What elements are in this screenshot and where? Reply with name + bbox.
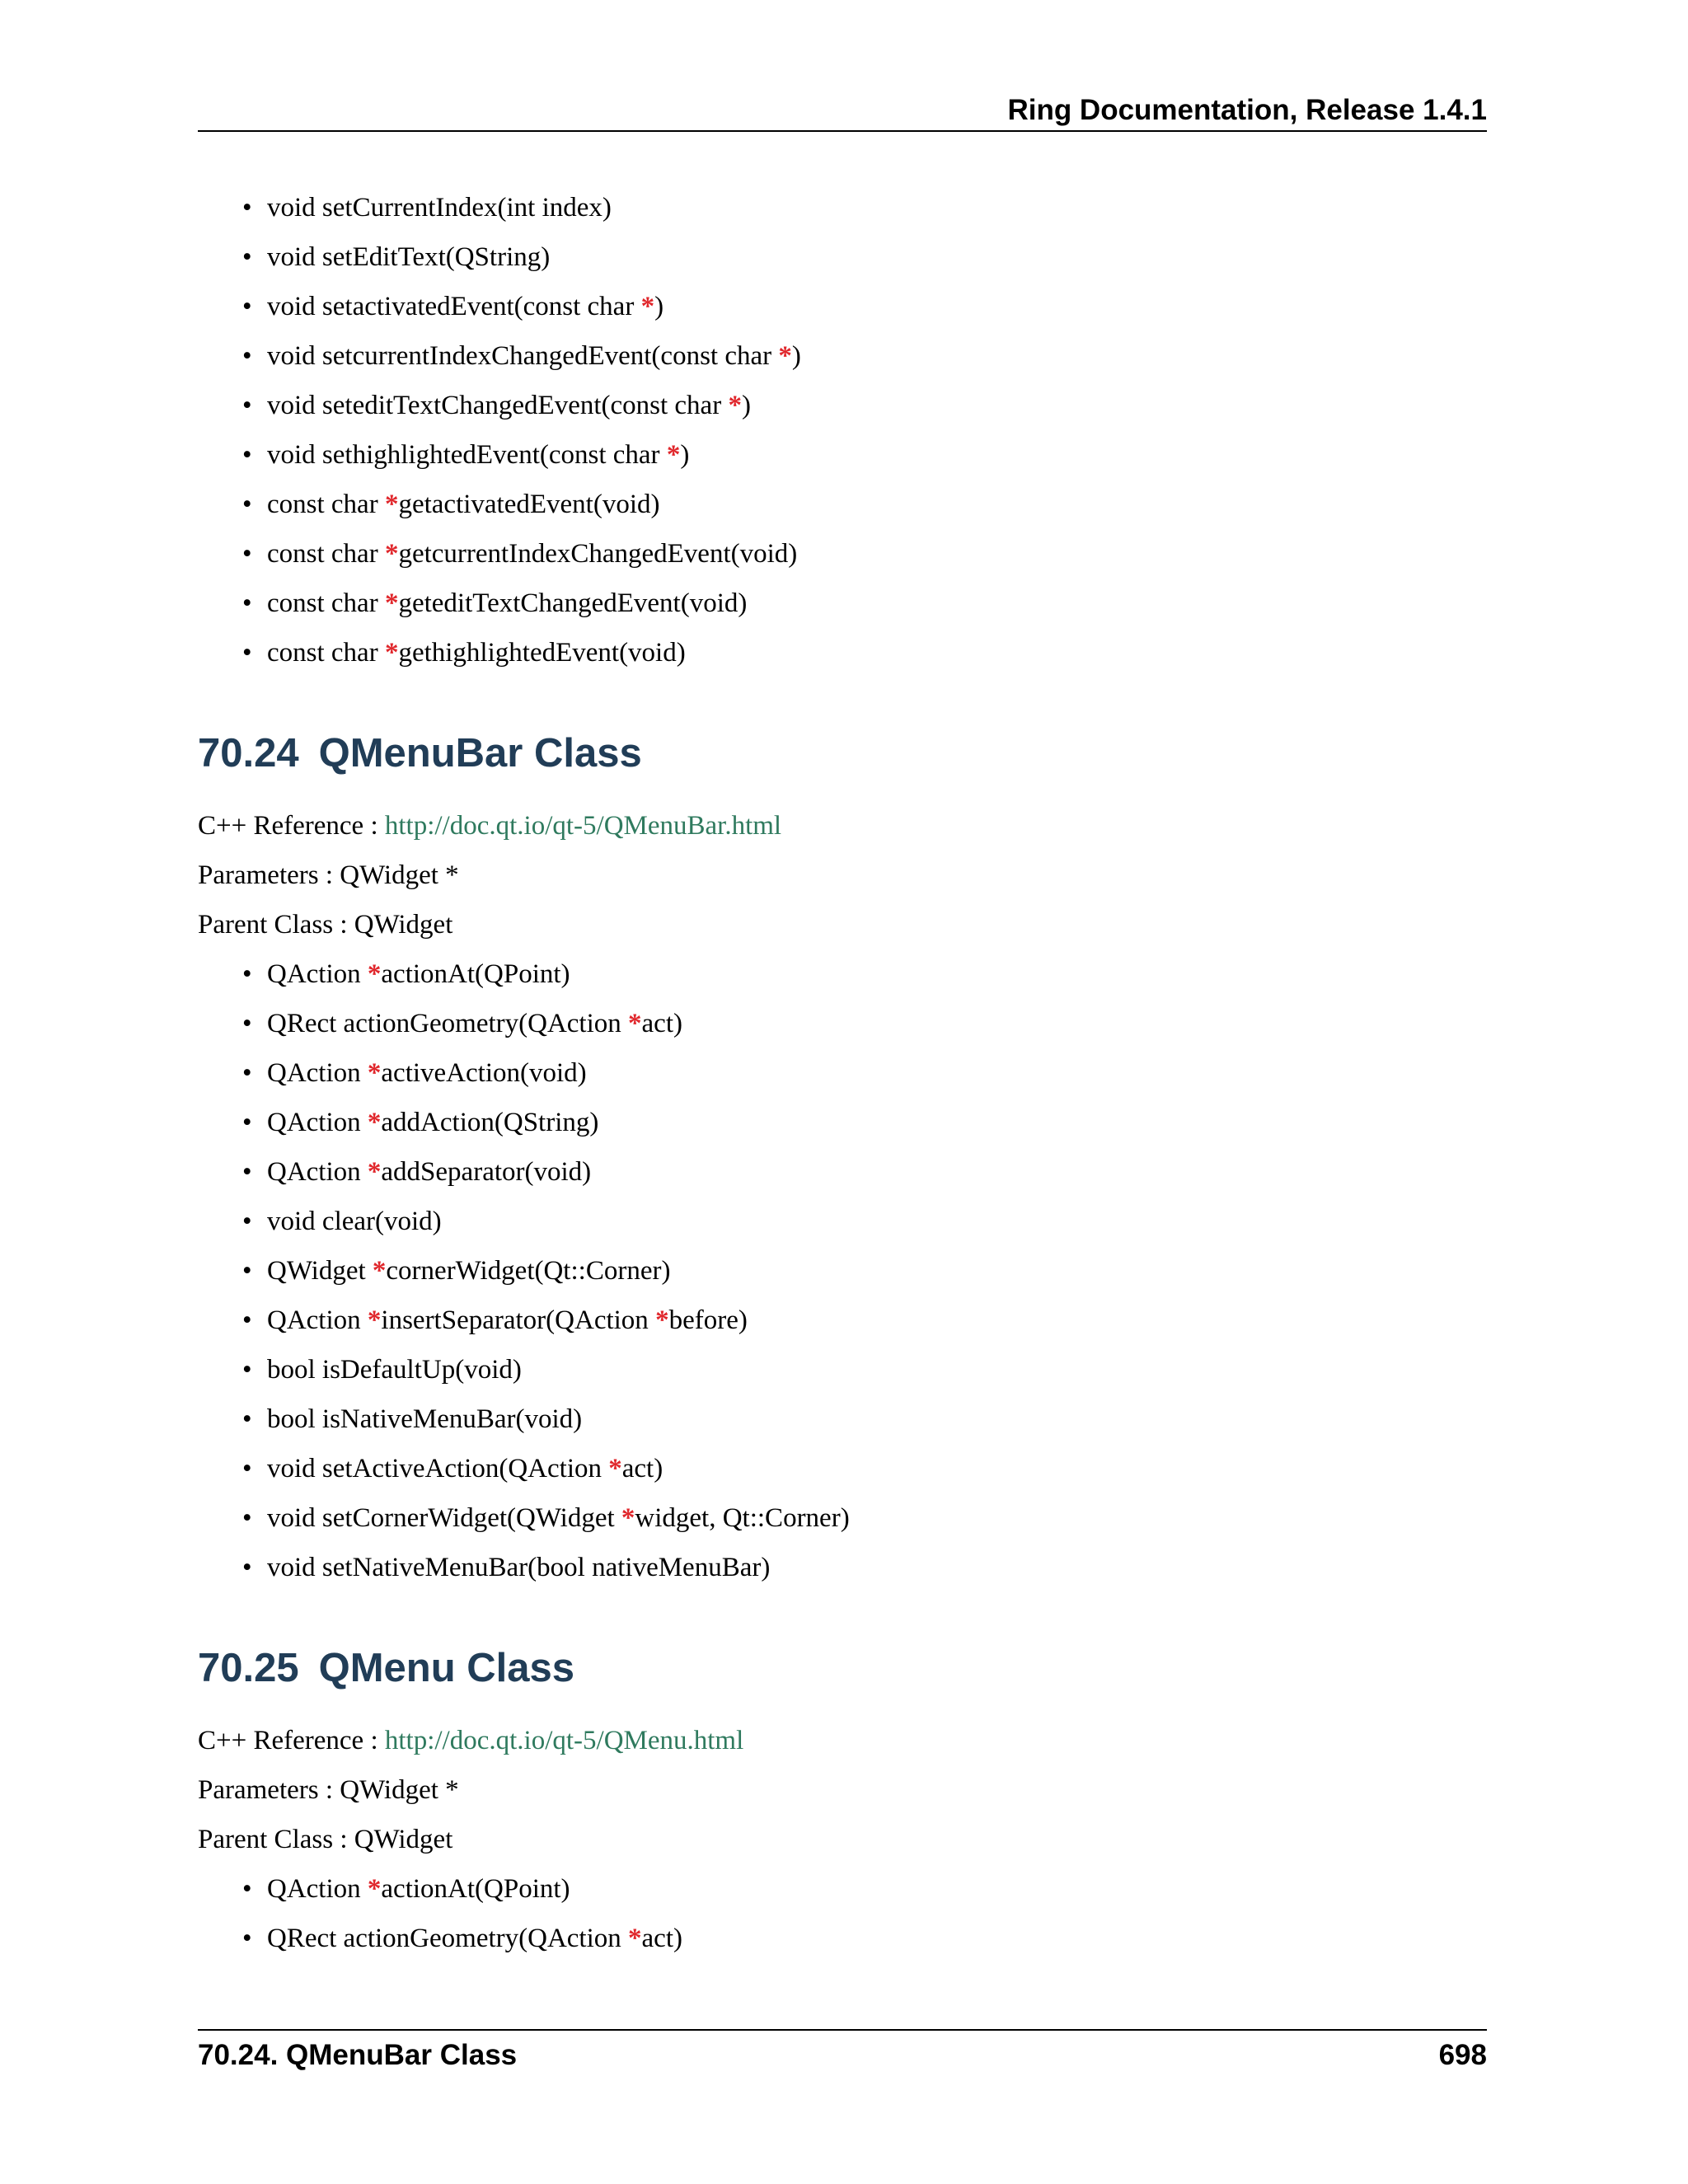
list-item: • QWidget *cornerWidget(Qt::Corner) bbox=[242, 1254, 1487, 1287]
list-item: • const char *getactivatedEvent(void) bbox=[242, 488, 1487, 521]
page-header bbox=[198, 91, 1487, 132]
list-item: • QAction *addAction(QString) bbox=[242, 1106, 1487, 1139]
list-item: • void setCornerWidget(QWidget *widget, Qt::Corner) bbox=[242, 1502, 1487, 1535]
parameters-line: Parameters : QWidget * bbox=[198, 1775, 459, 1805]
method-list-qmenubar bbox=[198, 958, 1487, 1584]
list-item: • void setcurrentIndexChangedEvent(const char *) bbox=[242, 340, 1487, 373]
page-content bbox=[198, 191, 1487, 1971]
cpp-reference-link[interactable]: http://doc.qt.io/qt-5/QMenu.html bbox=[384, 1726, 744, 1755]
list-item: • QAction *insertSeparator(QAction *before) bbox=[242, 1304, 1487, 1337]
parameters-line: Parameters : QWidget * bbox=[198, 860, 459, 890]
list-item: • void setActiveAction(QAction *act) bbox=[242, 1452, 1487, 1485]
list-item: • QAction *actionAt(QPoint) bbox=[242, 958, 1487, 991]
list-item: • void seteditTextChangedEvent(const char *) bbox=[242, 389, 1487, 422]
list-item: • const char *geteditTextChangedEvent(void) bbox=[242, 587, 1487, 620]
footer-section-title: 70.24. QMenuBar Class bbox=[198, 2039, 518, 2071]
parent-class-line: Parent Class : QWidget bbox=[198, 1825, 453, 1854]
cpp-reference-link[interactable]: http://doc.qt.io/qt-5/QMenuBar.html bbox=[384, 811, 782, 841]
list-item: • const char *getcurrentIndexChangedEvent(void) bbox=[242, 537, 1487, 570]
list-item: • const char *gethighlightedEvent(void) bbox=[242, 636, 1487, 669]
parent-class-line: Parent Class : QWidget bbox=[198, 910, 453, 940]
section-title-qmenu: 70.25 QMenu Class bbox=[198, 1646, 575, 1690]
header-title: Ring Documentation, Release 1.4.1 bbox=[1007, 94, 1487, 126]
method-list-qmenu bbox=[198, 1872, 1487, 1955]
list-item: • QRect actionGeometry(QAction *act) bbox=[242, 1007, 1487, 1040]
list-item: • QAction *activeAction(void) bbox=[242, 1057, 1487, 1090]
page-number: 698 bbox=[1438, 2039, 1487, 2071]
list-item: • void setCurrentIndex(int index) bbox=[242, 191, 1487, 224]
list-item: • bool isDefaultUp(void) bbox=[242, 1353, 1487, 1386]
list-item: • void clear(void) bbox=[242, 1205, 1487, 1238]
list-item: • void setEditText(QString) bbox=[242, 241, 1487, 274]
list-item: • QAction *actionAt(QPoint) bbox=[242, 1872, 1487, 1905]
method-list-qcombobox bbox=[198, 191, 1487, 669]
list-item: • QAction *addSeparator(void) bbox=[242, 1155, 1487, 1188]
section-title-qmenubar: 70.24 QMenuBar Class bbox=[198, 731, 642, 776]
cpp-reference: C++ Reference : http://doc.qt.io/qt-5/QMenuBar.html bbox=[198, 811, 782, 841]
list-item: • bool isNativeMenuBar(void) bbox=[242, 1403, 1487, 1436]
list-item: • QRect actionGeometry(QAction *act) bbox=[242, 1922, 1487, 1955]
page-footer bbox=[198, 2029, 1487, 2080]
list-item: • void sethighlightedEvent(const char *) bbox=[242, 438, 1487, 471]
cpp-reference: C++ Reference : http://doc.qt.io/qt-5/QMenu.html bbox=[198, 1726, 744, 1755]
list-item: • void setNativeMenuBar(bool nativeMenuBar) bbox=[242, 1551, 1487, 1584]
list-item: • void setactivatedEvent(const char *) bbox=[242, 290, 1487, 323]
